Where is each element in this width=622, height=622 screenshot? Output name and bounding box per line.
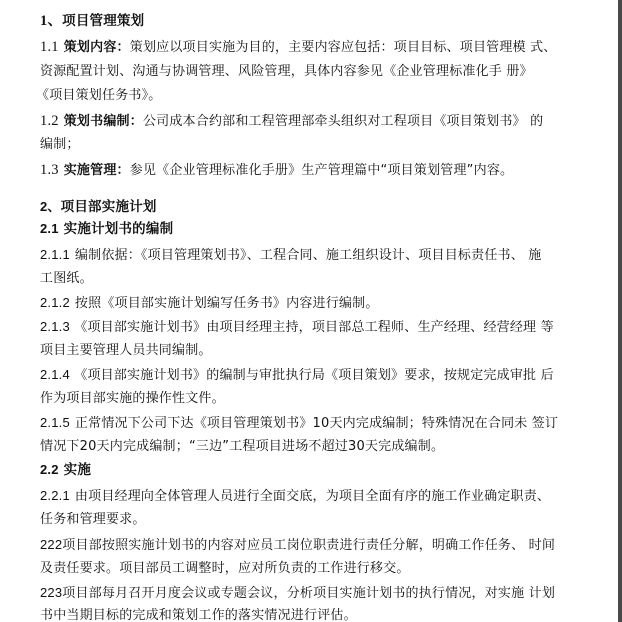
item-2-1-2-line-1 (40, 295, 379, 312)
item-2-1-2-number: 2.1.2 (40, 295, 70, 310)
item-1-3-text: 参见《企业管理标准化手册》生产管理篇中“项目策划管理”内容。 (129, 163, 514, 178)
item-2-1-3-number: 2.1.3 (40, 319, 70, 334)
section-2-title: 项目部实施计划 (60, 199, 157, 215)
item-2-1-4-number: 2.1.4 (40, 367, 70, 382)
item-1-2-number: 1.2 (40, 113, 59, 129)
item-2-2-2-number: 222 (40, 537, 63, 552)
item-2-2-2-line-2: 及责任要求。项目部员工调整时，应对所负责的工作进行移交。 (40, 561, 410, 576)
vertical-scrollbar[interactable] (618, 0, 622, 622)
item-2-1-1-number: 2.1.1 (40, 247, 70, 262)
item-1-2-line-2: 编制； (40, 137, 80, 152)
item-1-1-label: 策划内容： (63, 40, 130, 55)
item-2-1-3-line-2: 项目主要管理人员共同编制。 (40, 343, 212, 358)
item-1-1-number: 1.1 (40, 39, 59, 55)
item-1-3-number: 1.3 (40, 162, 59, 178)
item-1-1-line-2: 资源配置计划、沟通与协调管理、风险管理，具体内容参见《企业管理标准化手 册》 (40, 64, 533, 79)
item-2-1-4-line-1 (40, 367, 554, 384)
item-1-2-line-1 (40, 113, 543, 130)
subsection-2-1-title: 实施计划书的编制 (63, 221, 174, 237)
item-1-2-label: 策划书编制： (63, 114, 143, 129)
item-2-1-5-text: 正常情况下公司下达《项目管理策划书》10天内完成编制；特殊情况在合同未 签订 (74, 416, 559, 431)
item-2-2-1-text: 由项目经理向全体管理人员进行全面交底，为项目全面有序的施工作业确定职责、 (74, 489, 551, 504)
item-1-3-line-1 (40, 162, 513, 179)
item-2-2-2-text: 项目部按照实施计划书的内容对应员工岗位职责进行责任分解，明确工作任务、 时间 (62, 538, 556, 553)
item-2-2-1-line-1 (40, 488, 550, 505)
item-2-1-3-line-1 (40, 319, 554, 336)
item-2-1-5-line-1 (40, 415, 558, 432)
item-2-2-3-line-2: 书中当期目标的完成和策划工作的落实情况进行评估。 (40, 608, 357, 622)
item-2-1-5-line-2: 情况下20天内完成编制；“三边”工程项目进场不超过30天完成编制。 (40, 439, 445, 454)
subsection-2-2-title: 实施 (63, 462, 92, 478)
item-2-1-4-line-2: 作为项目部实施的操作性文件。 (40, 391, 225, 406)
subsection-2-1-heading (40, 221, 173, 237)
item-1-1-text: 策划应以项目实施为目的，主要内容应包括：项目目标、项目管理模 式、 (129, 40, 557, 55)
section-1-heading (40, 13, 144, 29)
item-2-2-2-line-1 (40, 537, 555, 554)
item-1-1-line-3: 《项目策划任务书》。 (36, 88, 162, 103)
section-2-number: 2、 (40, 199, 61, 214)
item-2-2-3-number: 223 (40, 585, 63, 600)
item-1-2-text: 公司成本合约部和工程管理部牵头组织对工程项目《项目策划书》 的 (142, 114, 544, 129)
item-2-1-5-number: 2.1.5 (40, 415, 70, 430)
subsection-2-2-heading (40, 462, 91, 478)
item-2-2-3-text: 项目部每月召开月度会议或专题会议，分析项目实施计划书的执行情况，对实施 计划 (62, 586, 556, 601)
item-1-1-line-1 (40, 39, 556, 56)
item-1-3-label: 实施管理： (63, 163, 130, 178)
item-2-2-3-line-1 (40, 585, 555, 602)
item-2-2-1-number: 2.2.1 (40, 488, 70, 503)
subsection-2-2-number: 2.2 (40, 462, 59, 477)
item-2-1-1-text: 编制依据：《项目管理策划书》、工程合同、施工组织设计、项目目标责任书、 施 (74, 248, 542, 263)
section-1-number: 1、 (40, 13, 63, 29)
section-1-title: 项目管理策划 (62, 13, 145, 29)
subsection-2-1-number: 2.1 (40, 221, 59, 236)
item-2-1-1-line-1 (40, 247, 541, 264)
item-2-1-2-text: 按照《项目部实施计划编写任务书》内容进行编制。 (74, 296, 379, 311)
item-2-1-3-text: 《项目部实施计划书》由项目经理主持，项目部总工程师、生产经理、经营经理 等 (69, 320, 554, 335)
item-2-1-4-text: 《项目部实施计划书》的编制与审批执行局《项目策划》要求，按规定完成审批 后 (69, 368, 554, 383)
section-2-heading (40, 199, 157, 215)
item-2-2-1-line-2: 任务和管理要求。 (40, 512, 146, 527)
item-2-1-1-line-2: 工图纸。 (40, 271, 93, 286)
